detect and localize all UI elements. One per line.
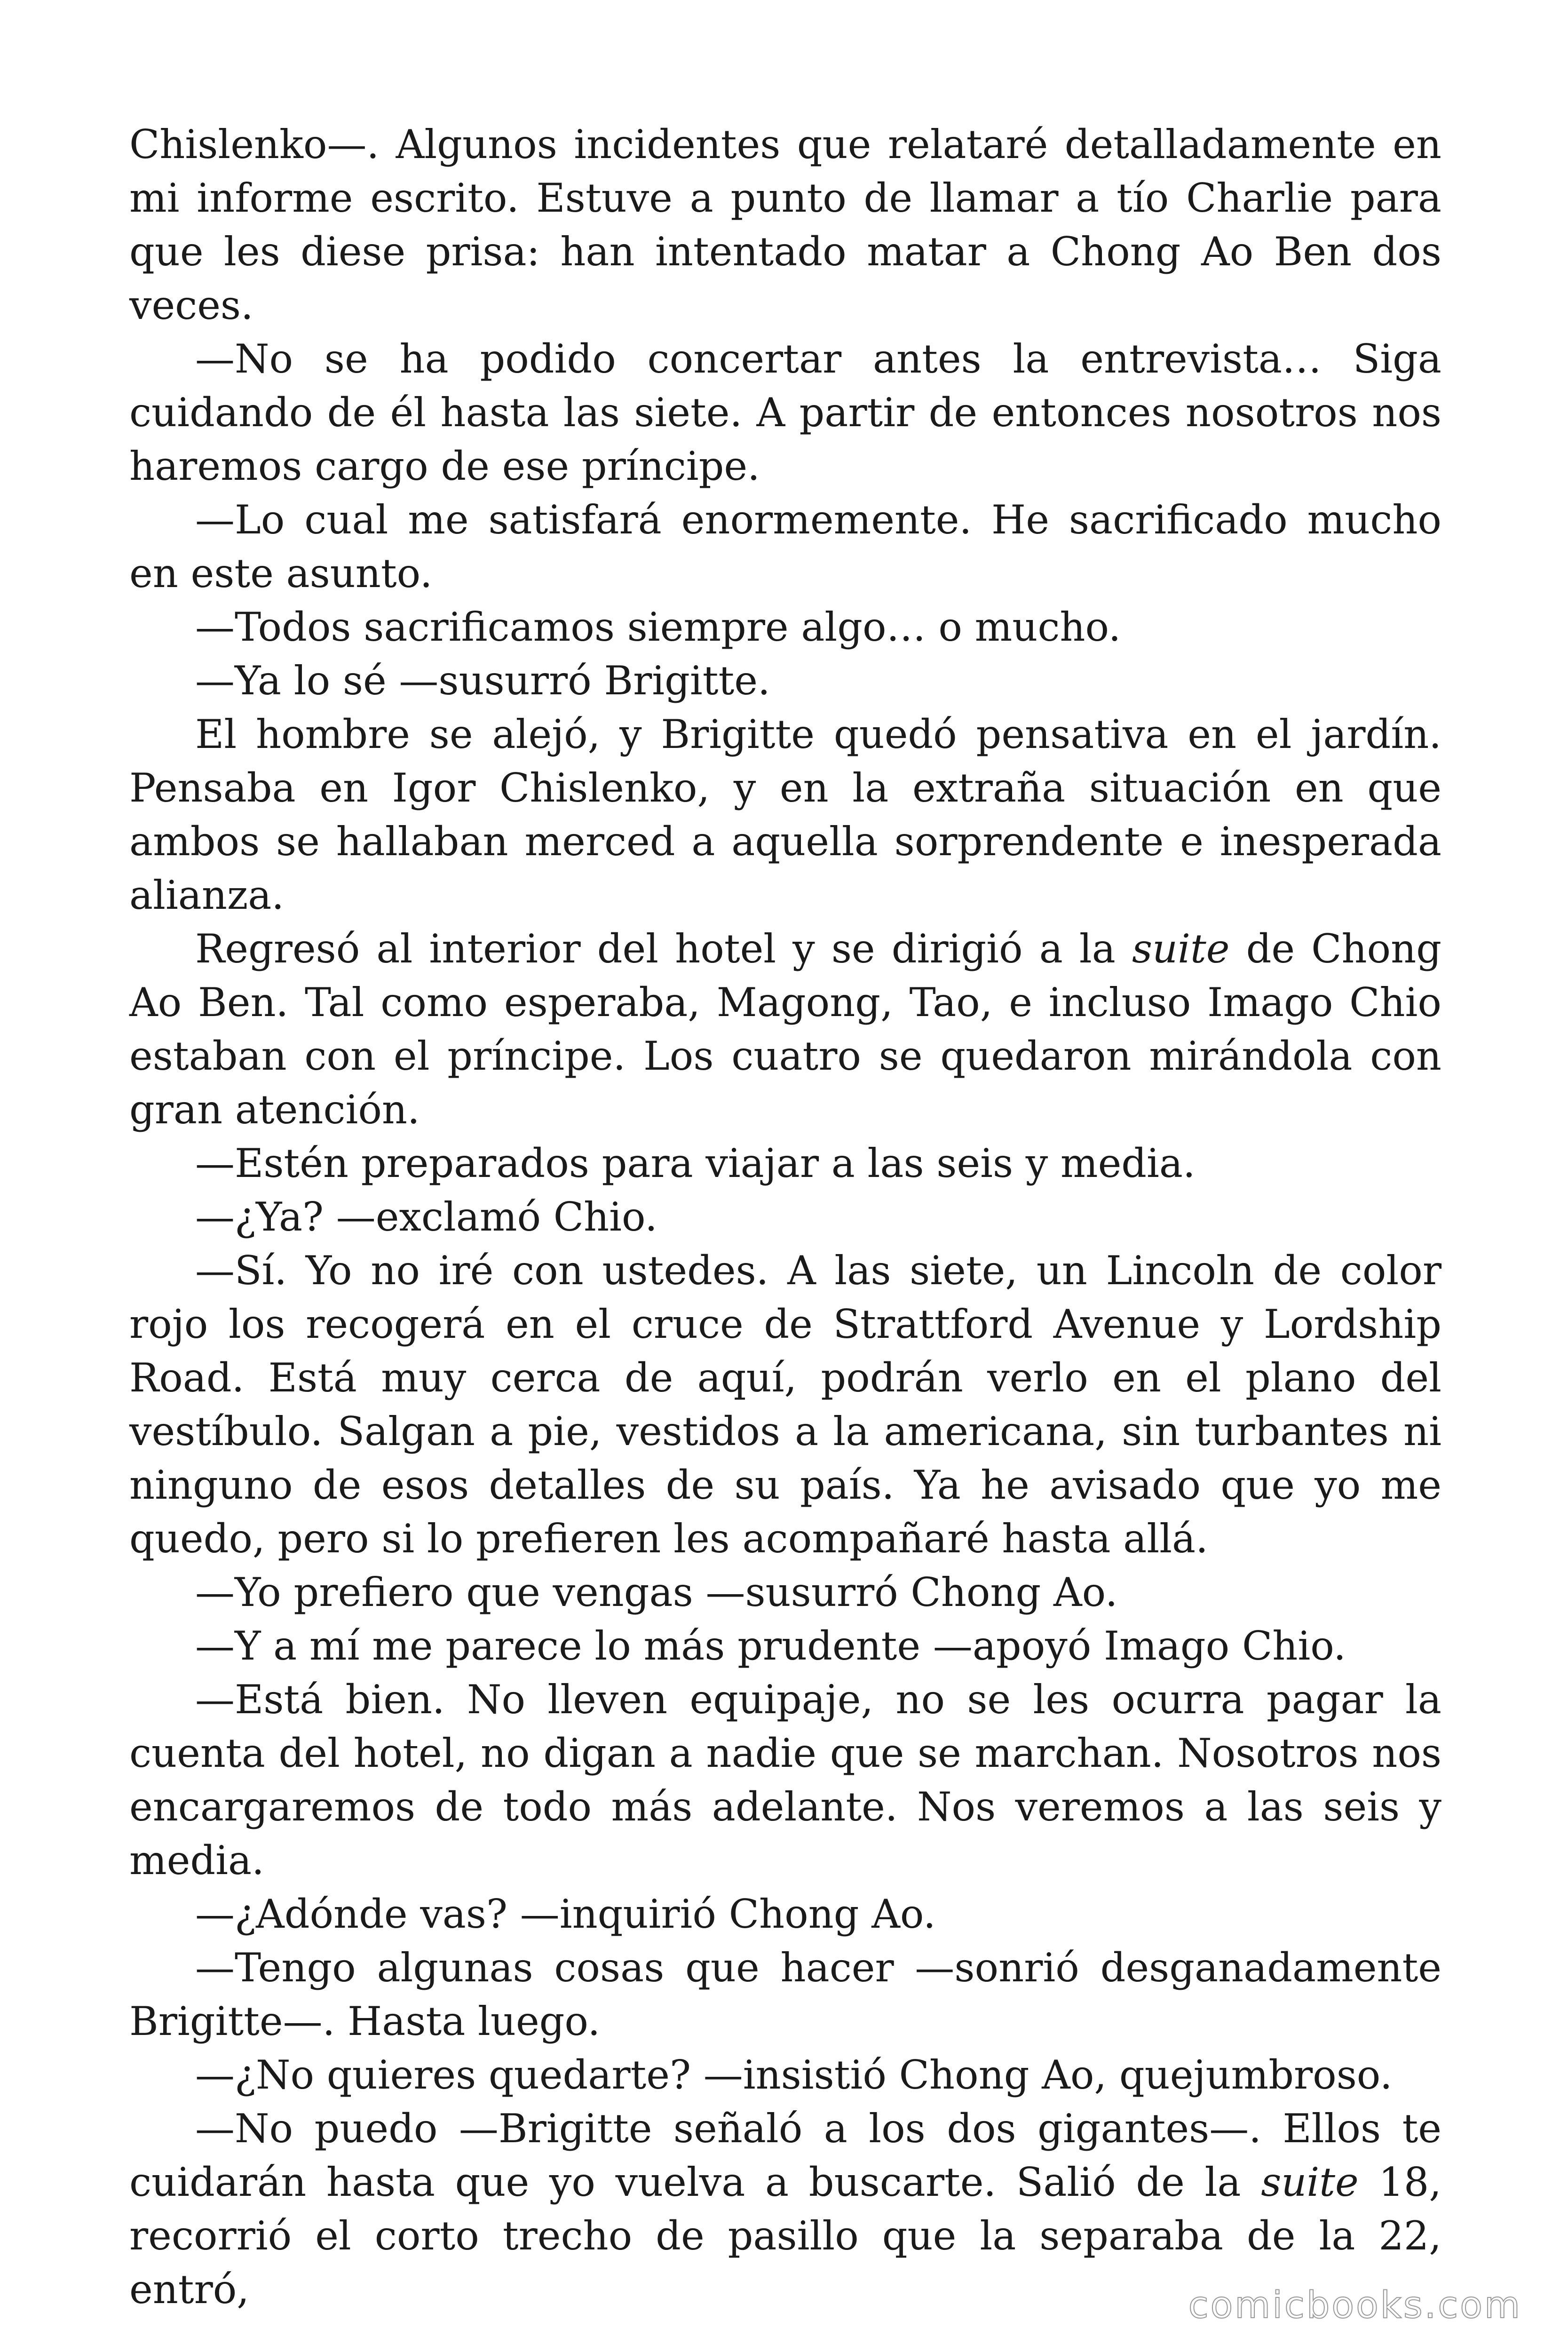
text-run: Regresó al interior del hotel y se dirigió a la bbox=[195, 926, 1132, 972]
paragraph bbox=[129, 922, 1441, 1136]
text-run: —Todos sacrificamos siempre algo… o mucho. bbox=[195, 604, 1121, 650]
paragraph bbox=[129, 493, 1441, 600]
text-run: —Sí. Yo no iré con ustedes. A las siete, un Lincoln de color rojo los recogerá en el cruce de Strattford Avenue y Lordship Road. Está muy cerca de aquí, podrán verlo en el plano del vestíbulo. Salgan a pie, vestidos a la americana, sin turbantes ni ninguno de esos detalles de su país. Ya he avisado que yo me quedo, pero si lo prefieren les acompañaré hasta allá. bbox=[129, 1248, 1441, 1562]
text-run: El hombre se alejó, y Brigitte quedó pensativa en el jardín. Pensaba en Igor Chislenko, y en la extraña situación en que ambos se hallaban merced a aquella sorprendente e inesperada alianza. bbox=[129, 711, 1441, 918]
paragraph bbox=[129, 1673, 1441, 1887]
text-run: —Está bien. No lleven equipaje, no se les ocurra pagar la cuenta del hotel, no digan a nadie que se marchan. Nosotros nos encargaremos de todo más adelante. Nos veremos a las seis y media. bbox=[129, 1677, 1441, 1883]
paragraph bbox=[129, 118, 1441, 332]
text-run: —Tengo algunas cosas que hacer —sonrió desganadamente Brigitte—. Hasta luego. bbox=[129, 1945, 1441, 2044]
book-page-text bbox=[129, 118, 1441, 2316]
paragraph bbox=[129, 332, 1441, 493]
italic-text: suite bbox=[1132, 926, 1230, 972]
paragraph bbox=[129, 1244, 1441, 1565]
text-run: 18, recorrió el corto trecho de pasillo que la separaba de la 22, entró, bbox=[129, 2159, 1441, 2312]
text-run: —Ya lo sé —susurró Brigitte. bbox=[195, 658, 770, 704]
text-run: —Y a mí me parece lo más prudente —apoyó Imago Chio. bbox=[195, 1623, 1346, 1669]
paragraph bbox=[129, 1136, 1441, 1190]
text-run: —¿Ya? —exclamó Chio. bbox=[195, 1194, 657, 1240]
text-run: —No puedo —Brigitte señaló a los dos gigantes—. Ellos te cuidarán hasta que yo vuelva a buscarte. Salió de la bbox=[129, 2106, 1441, 2205]
paragraph bbox=[129, 707, 1441, 922]
paragraph bbox=[129, 1190, 1441, 1244]
text-run: —Lo cual me satisfará enormemente. He sacrificado mucho en este asunto. bbox=[129, 497, 1441, 596]
text-run: —Estén preparados para viajar a las seis y media. bbox=[195, 1140, 1196, 1186]
text-run: —¿Adónde vas? —inquirió Chong Ao. bbox=[195, 1891, 936, 1937]
paragraph bbox=[129, 1941, 1441, 2048]
italic-text: suite bbox=[1261, 2159, 1359, 2205]
paragraph bbox=[129, 2048, 1441, 2102]
text-run: —No se ha podido concertar antes la entrevista… Siga cuidando de él hasta las siete. A partir de entonces nosotros nos haremos cargo de ese príncipe. bbox=[129, 336, 1441, 489]
paragraph bbox=[129, 600, 1441, 654]
watermark: comicbooks.com bbox=[1188, 2284, 1522, 2327]
text-run: de Chong Ao Ben. Tal como esperaba, Magong, Tao, e incluso Imago Chio estaban con el príncipe. Los cuatro se quedaron mirándola con gran atención. bbox=[129, 926, 1441, 1133]
paragraph bbox=[129, 1619, 1441, 1673]
paragraph bbox=[129, 1887, 1441, 1941]
paragraph bbox=[129, 1565, 1441, 1619]
text-run: Chislenko—. Algunos incidentes que relataré detalladamente en mi informe escrito. Estuve a punto de llamar a tío Charlie para que les diese prisa: han intentado matar a Chong Ao Ben dos veces. bbox=[129, 121, 1441, 328]
text-run: —Yo prefiero que vengas —susurró Chong Ao. bbox=[195, 1569, 1118, 1615]
paragraph bbox=[129, 654, 1441, 707]
text-run: —¿No quieres quedarte? —insistió Chong Ao, quejumbroso. bbox=[195, 2052, 1393, 2098]
